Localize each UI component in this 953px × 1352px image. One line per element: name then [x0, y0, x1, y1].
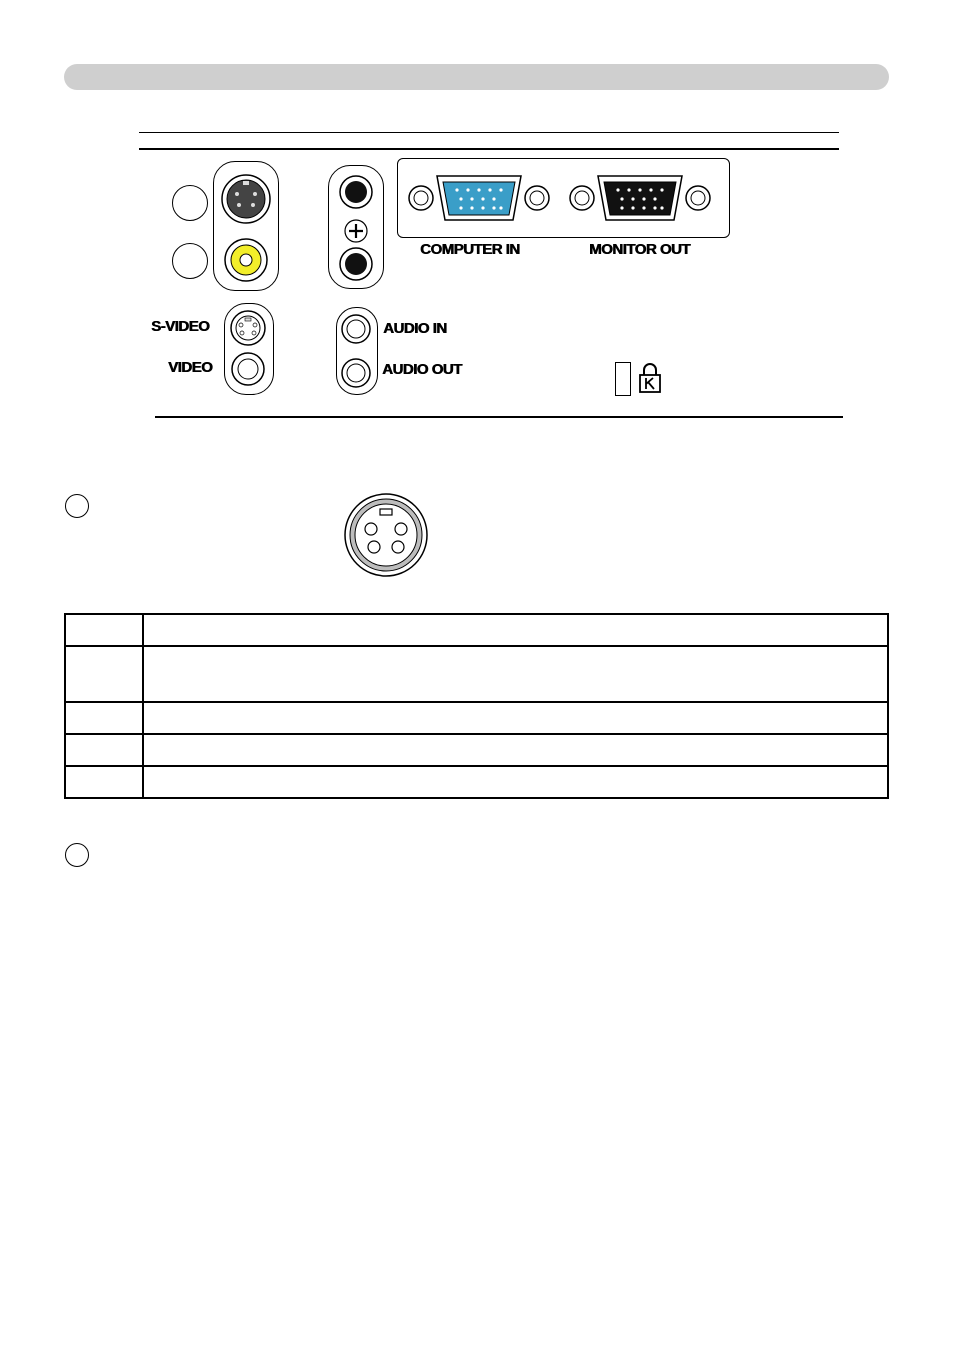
section-marker-1 — [65, 494, 89, 518]
section-header-bar — [64, 64, 889, 90]
table-row — [65, 702, 888, 734]
figure-top-rule — [139, 132, 839, 133]
pin-assignment-table — [64, 613, 889, 799]
table-cell-desc — [143, 646, 888, 702]
table-cell-desc — [143, 734, 888, 766]
s-video-front-jack[interactable] — [219, 172, 273, 226]
table-row — [65, 734, 888, 766]
table-cell-pin — [65, 734, 143, 766]
video-rear-jack[interactable] — [229, 350, 267, 388]
section-marker-2 — [65, 843, 89, 867]
plus-icon — [343, 218, 369, 244]
table-cell-desc — [143, 702, 888, 734]
security-slot-icon — [615, 362, 631, 396]
table-cell-pin — [65, 766, 143, 798]
video-front-jack[interactable] — [222, 236, 270, 284]
computer-in-label: COMPUTER IN — [420, 241, 520, 258]
table-cell-desc — [143, 766, 888, 798]
figure-bottom-rule — [155, 416, 843, 418]
s-video-pinout-icon — [343, 492, 429, 578]
monitor-out-label: MONITOR OUT — [589, 241, 690, 258]
table-cell-pin — [65, 614, 143, 646]
table-row — [65, 614, 888, 646]
table-cell-desc — [143, 614, 888, 646]
kensington-lock-icon — [638, 362, 662, 394]
callout-circle-2 — [172, 243, 208, 279]
audio-out-label: AUDIO OUT — [382, 361, 462, 378]
audio-front-jack-1[interactable] — [337, 173, 375, 211]
audio-in-jack[interactable] — [339, 312, 373, 346]
s-video-rear-jack[interactable] — [228, 308, 268, 348]
video-label: VIDEO — [168, 359, 213, 376]
table-row — [65, 646, 888, 702]
monitor-out-port[interactable] — [566, 170, 714, 226]
s-video-label: S-VIDEO — [151, 318, 210, 335]
computer-in-port[interactable] — [405, 170, 553, 226]
audio-front-jack-2[interactable] — [337, 245, 375, 283]
callout-circle-1 — [172, 185, 208, 221]
table-cell-pin — [65, 646, 143, 702]
table-row — [65, 766, 888, 798]
figure-top-rule-2 — [139, 148, 839, 150]
audio-in-label: AUDIO IN — [383, 320, 447, 337]
table-cell-pin — [65, 702, 143, 734]
audio-out-jack[interactable] — [339, 356, 373, 390]
